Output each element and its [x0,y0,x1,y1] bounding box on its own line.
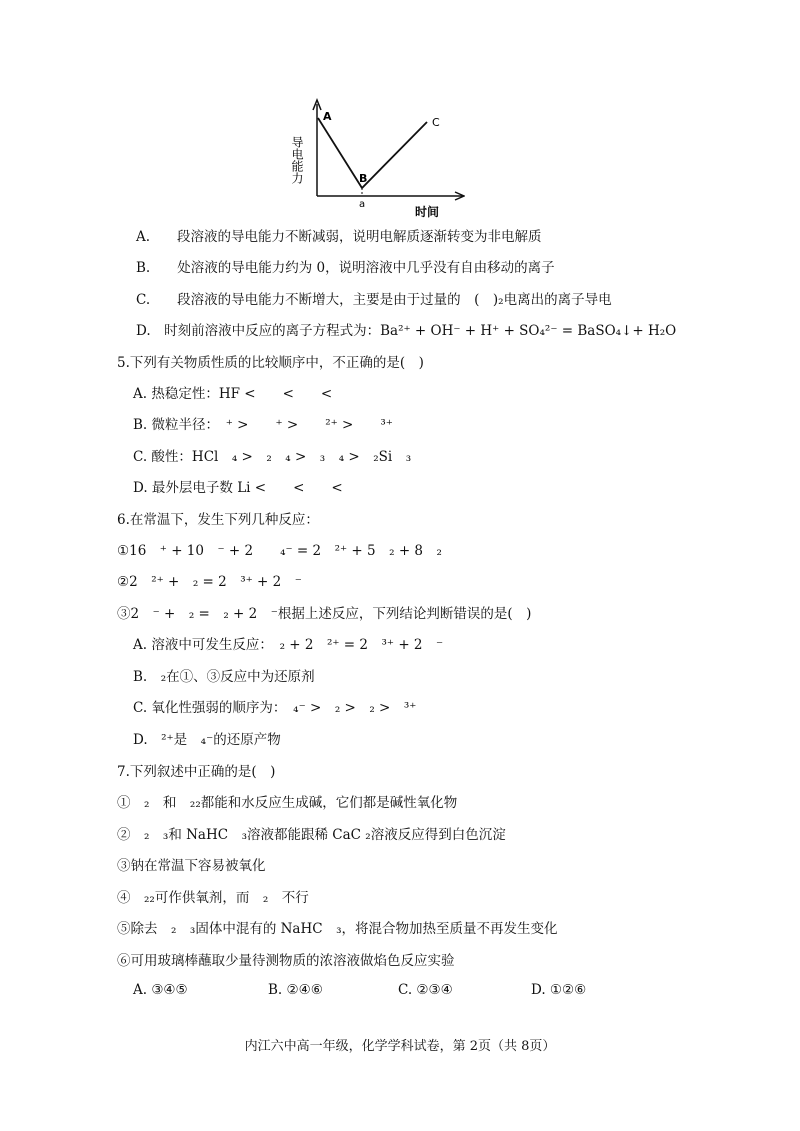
conductivity-graph [285,96,465,226]
y-axis-label: 导电能力 [290,136,304,184]
q6-option-b: B. ₂在①、③反应中为还原剂 [133,669,315,685]
q4-option-a: A. 段溶液的导电能力不断减弱，说明电解质逐渐转变为非电解质 [136,229,542,245]
q4-option-c: C. 段溶液的导电能力不断增大，主要是由于过量的 ( )₂电离出的离子导电 [136,292,612,308]
q7-choice-b: B. ②④⑥ [268,982,323,998]
point-a-label: A [323,110,332,123]
q5-option-c: C. 酸性：HCl ₄ > ₂ ₄ > ₃ ₄ > ₂Si ₃ [133,449,412,465]
q7-choice-d: D. ①②⑥ [531,982,587,998]
q6-option-d: D. ²⁺是 ₄⁻的还原产物 [133,732,281,748]
q6-option-a: A. 溶液中可发生反应： ₂ + 2 ²⁺ = 2 ³⁺ + 2 ⁻ [133,637,444,653]
q7-statement-3: ③钠在常温下容易被氧化 [117,858,266,874]
q6-reaction-1: ①16 ⁺ + 10 ⁻ + 2 ₄⁻ = 2 ²⁺ + 5 ₂ + 8 ₂ [117,543,442,559]
q7-statement-2: ② ₂ ₃和 NaHC ₃溶液都能跟稀 CaC ₂溶液反应得到白色沉淀 [117,827,506,843]
page-footer: 内江六中高一年级，化学学科试卷，第 2页（共 8页） [244,1039,556,1054]
x-axis-label: 时间 [415,205,440,219]
q6-reaction-3: ③2 ⁻ + ₂ = ₂ + 2 ⁻根据上述反应，下列结论判断错误的是( ) [117,606,532,622]
point-b-label: B [359,172,368,185]
point-c-label: C [432,116,440,129]
q7-stem: 7.下列叙述中正确的是( ) [117,764,276,780]
q6-reaction-2: ②2 ²⁺ + ₂ = 2 ³⁺ + 2 ⁻ [117,574,302,590]
q7-choice-c: C. ②③④ [398,982,453,998]
point-a-time-label: a [359,199,366,210]
q7-statement-4: ④ ₂₂可作供氧剂，而 ₂ 不行 [117,890,309,906]
q7-statement-1: ① ₂ 和 ₂₂都能和水反应生成碱，它们都是碱性氧化物 [117,795,458,811]
q4-option-d: D. 时刻前溶液中反应的离子方程式为：Ba²⁺ + OH⁻ + H⁺ + SO₄²⁻ = BaSO₄↓+ H₂O [136,323,677,339]
q5-option-a: A. 热稳定性：HF < < < [133,386,333,402]
q6-stem: 6.在常温下，发生下列几种反应： [117,512,319,528]
q7-statement-5: ⑤除去 ₂ ₃固体中混有的 NaHC ₃，将混合物加热至质量不再发生变化 [117,921,558,937]
q7-statement-6: ⑥可用玻璃棒蘸取少量待测物质的浓溶液做焰色反应实验 [117,953,455,969]
q5-stem: 5.下列有关物质性质的比较顺序中，不正确的是( ) [117,355,424,371]
q5-option-d: D. 最外层电子数 Li < < < [133,480,343,496]
conductivity-curve [318,118,427,188]
q4-option-b: B. 处溶液的导电能力约为 0，说明溶液中几乎没有自由移动的离子 [136,260,555,276]
q7-choice-a: A. ③④⑤ [133,982,188,998]
q5-option-b: B. 微粒半径： ⁺ > ⁺ > ²⁺ > ³⁺ [133,417,393,433]
q6-option-c: C. 氧化性强弱的顺序为： ₄⁻ > ₂ > ₂ > ³⁺ [133,700,417,716]
q7-choices [133,982,653,1002]
